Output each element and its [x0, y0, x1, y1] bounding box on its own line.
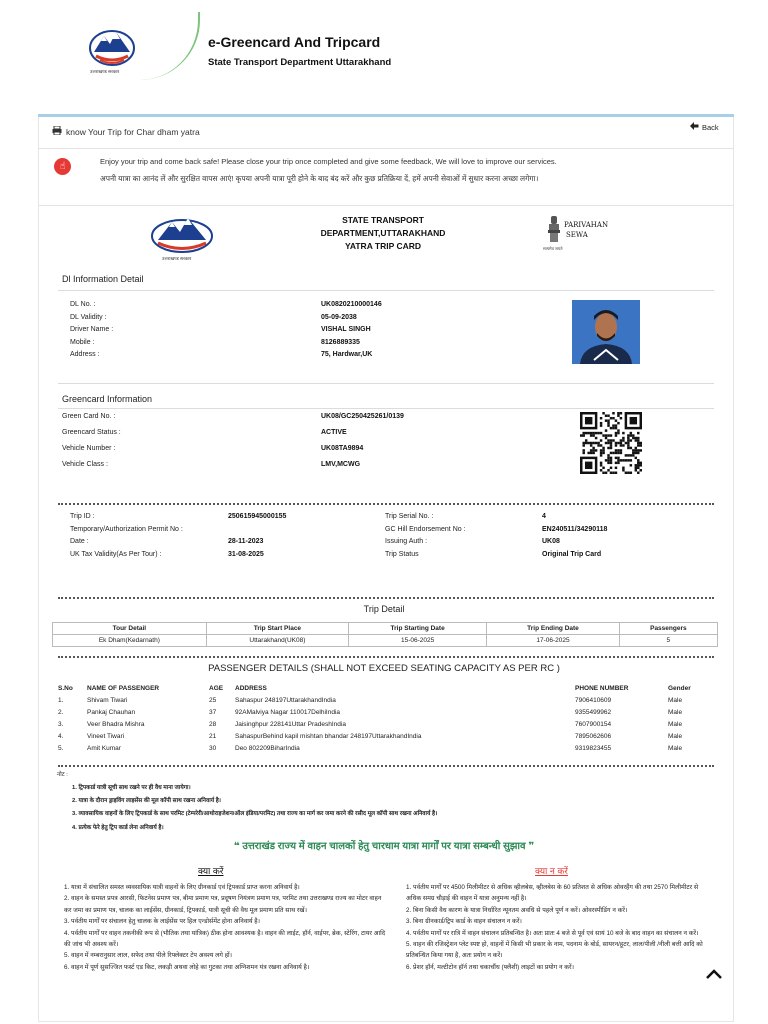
note-item: 3. व्यावसायिक वाहनों के लिए ट्रिपकार्ड के साथ परमिट (टेम्परेरी/आथोराइजेशन/ऑल इंडिया/परमिट) तथा राज्य का मार्ग कर जमा करने की रसीद मूल कॉपी साथ रखना अनिवार्य है।	[72, 811, 438, 818]
table-cell: Shivam Tiwari	[87, 696, 128, 704]
notes-list	[72, 782, 437, 835]
note-label: नोट :	[57, 772, 68, 778]
table-header-cell: Passengers	[619, 623, 717, 635]
trip-field-label: Issuing Auth :	[385, 538, 428, 545]
table-cell: 9319823455	[575, 744, 612, 752]
dotted-divider	[58, 656, 714, 658]
dl-field-label: DL Validity :	[70, 313, 107, 321]
table-cell: 21	[209, 732, 217, 740]
greencard-field-value: LMV,MCWG	[321, 461, 361, 468]
parivahan-sewa-logo	[564, 220, 608, 240]
list-item: 5. वाहन की रजिस्ट्रेशन प्लेट स्पष्ट हो, वाहनों में किसी भी प्रकार के नाम, पदनाम के बोर्ड, सायरन/हूटर, लाल/पीली /नीली बत्ती आदि को प्रतिबन्धित किया गया है, अतः प्रयोग न करें।	[406, 941, 703, 960]
national-emblem-icon	[546, 214, 562, 244]
page-subtitle: State Transport Department Uttarakhand	[208, 57, 392, 68]
trip-field-value: EN240511/34290118	[542, 525, 608, 533]
dl-field-label: Mobile :	[70, 338, 95, 346]
divider	[58, 290, 714, 291]
dl-field-value: 75, Hardwar,UK	[321, 351, 373, 358]
table-header-cell: PHONE NUMBER	[575, 685, 629, 692]
trip-detail-title: Trip Detail	[363, 604, 405, 614]
passenger-table	[58, 683, 722, 754]
card-heading	[310, 214, 456, 253]
table-cell: Pankaj Chauhan	[87, 708, 136, 716]
table-cell: 7607900154	[575, 720, 612, 728]
dl-field-label: DL No. :	[70, 301, 96, 308]
divider	[38, 205, 734, 206]
trip-field-label: UK Tax Validity(As Per Tour) :	[70, 550, 162, 558]
table-row	[58, 706, 722, 718]
greencard-field-value: ACTIVE	[321, 429, 347, 436]
trip-field-label: Date :	[70, 538, 89, 545]
dl-section-title: Dl Information Detail	[62, 274, 144, 284]
printer-icon	[52, 126, 62, 137]
table-header-cell: Tour Detail	[53, 623, 207, 635]
table-cell: Vineet Tiwari	[87, 732, 125, 740]
table-header-cell: Trip Ending Date	[487, 623, 619, 635]
list-item: 5. वाहन में नम्बरानुसार लाल, सफेद तथा पीले रिफ्लेक्टर टेप अवश्य लगे हों।	[64, 952, 233, 960]
dos-title: क्या करें	[198, 866, 224, 876]
logo-caption: उत्तराखण्ड सरकार	[90, 69, 120, 74]
back-label: Back	[702, 122, 719, 132]
table-cell: 37	[209, 708, 217, 716]
dl-field-value: 05-09-2038	[321, 313, 357, 321]
list-item: 2. वाहन के समस्त प्रपत्र आरसी, फिटनेस प्रमाण पत्र, बीमा प्रमाण पत्र, प्रदूषण नियंत्रण प्रमाण पत्र, परमिट तथा उत्तराखण्ड राज्य का मोटर वाहन कर जमा का प्रमाण पत्र, चालक का लाईसेंस, ग्रीनकार्ड, ट्रिपकार्ड, यात्री सूची की वैध मूल प्रमाण प्रति साथ रखें।	[64, 895, 382, 914]
table-cell: Jaisinghpur 228141Uttar PradeshIndia	[235, 720, 346, 728]
trip-field-value: 28-11-2023	[228, 538, 264, 545]
greencard-field-value: UK08TA9894	[321, 445, 364, 452]
list-item: 1. यात्रा में संचालित समस्त व्यवसायिक यात्री वाहनों के लिए ग्रीनकार्ड एवं ट्रिपकार्ड प्राप्त करना अनिवार्य है।	[64, 884, 300, 891]
table-cell: Amit Kumar	[87, 744, 121, 752]
table-header-cell: AGE	[209, 685, 224, 692]
table-row	[58, 742, 722, 754]
notice-hindi: अपनी यात्रा का आनंद लें और सुरक्षित वापस आएं! कृपया अपनी यात्रा पूरी होने के बाद बंद करें और कुछ प्रतिक्रिया दें, हमें अपनी सेवाओं में सुधार करना अच्छा लगेगा।	[100, 174, 539, 183]
table-cell: Sahaspur 248197UttarakhandIndia	[235, 696, 336, 704]
trip-field-value: 250615945000155	[228, 513, 287, 520]
note-item: 1. ट्रिपकार्ड यात्री सूची साथ रखने पर ही वैध माना जायेगा।	[72, 785, 191, 791]
table-cell: 30	[209, 744, 217, 752]
table-header-cell: Trip Start Place	[206, 623, 348, 635]
page-title: e-Greencard And Tripcard	[208, 34, 381, 50]
card-heading-line3: YATRA TRIP CARD	[344, 241, 422, 251]
list-item: 3. बिना ग्रीनकार्ड/ट्रिप कार्ड के वाहन संचालन न करें।	[406, 918, 522, 926]
table-cell: 2.	[58, 708, 64, 716]
table-row	[53, 635, 718, 647]
list-item: 2. बिना किसी वैध कारण के यात्रा निर्धारित न्यूनतम अवधि से पहले पूर्ण न करें। ओवरस्पीडिंग न करें।	[406, 906, 628, 914]
dotted-divider	[58, 503, 714, 505]
table-header-cell: NAME OF PASSENGER	[87, 685, 160, 692]
table-cell: Male	[668, 720, 683, 728]
dl-field-value: VISHAL SINGH	[321, 326, 371, 333]
card-logo-caption: उत्तराखण्ड सरकार	[162, 256, 192, 261]
trip-field-label: Trip Serial No. :	[385, 513, 434, 520]
table-cell: 7906410609	[575, 696, 612, 704]
note-item: 4. प्रत्येक फेरे हेतु ट्रिप कार्ड लेना अनिवार्य है।	[72, 824, 164, 831]
list-item: 4. पर्वतीय मार्गों पर रात्रि में वाहन संचालन प्रतिबन्धित है। अतः प्रातः 4 बजे से पूर्व एवं सायं 10 बजे के बाद वाहन का संचालन न करें।	[406, 929, 699, 937]
greencard-field-label: Green Card No. :	[62, 413, 116, 420]
dl-field-label: Driver Name :	[70, 326, 114, 333]
table-cell: Male	[668, 696, 683, 704]
table-cell: Male	[668, 732, 683, 740]
list-item: 6. प्रेशर हॉर्न, मल्टीटोन हॉर्न तथा चकाचौंध (फ्लैशी) लाइटों का प्रयोग न करें।	[406, 963, 574, 971]
slogan-text: उत्तराखंड राज्य में वाहन चालकों हेतु चारधाम यात्रा मार्गों पर यात्रा सम्बन्धी सुझाव	[242, 841, 526, 852]
scroll-top-button[interactable]	[706, 966, 722, 984]
table-cell: 3.	[58, 720, 64, 728]
table-row	[58, 694, 722, 706]
driver-photo	[572, 300, 640, 364]
table-header-cell: S.No	[58, 685, 73, 692]
dl-field-value: 8126889335	[321, 338, 360, 346]
table-header-cell: Trip Starting Date	[349, 623, 487, 635]
trip-detail-table	[52, 622, 718, 647]
table-cell: Uttarakhand(UK08)	[206, 635, 348, 647]
table-row	[58, 730, 722, 742]
trip-field-value: 4	[542, 513, 546, 520]
trip-heading-text: know Your Trip for Char dham yatra	[66, 126, 200, 137]
table-cell: 1.	[58, 696, 64, 704]
list-item: 6. वाहन में पूर्ण सुसज्जित फर्स्ट एड किट, लकड़ी अथवा लोहे का गुटका तथा अग्निशमन यंत्र रखना अनिवार्य है।	[64, 963, 310, 971]
passenger-details-title: PASSENGER DETAILS (SHALL NOT EXCEED SEATING CAPACITY AS PER RC )	[208, 663, 560, 674]
table-cell: 17-06-2025	[487, 635, 619, 647]
divider	[58, 383, 714, 384]
table-cell: 25	[209, 696, 217, 704]
table-header-cell: ADDRESS	[235, 685, 267, 692]
trip-field-label: Trip ID :	[70, 513, 95, 520]
chevron-up-icon	[706, 969, 722, 979]
list-item: 1. पर्वतीय मार्गों पर 4500 मिलीमीटर से अधिक व्हीलबेस, व्हीलबेस के 60 प्रतिशत से अधिक ओवरहैंग की तथा 2570 मिलीमीटर से अधिक समग्र चौड़ाई की वाहन में यात्रा अनुमन्य नहीं है।	[406, 884, 699, 903]
table-cell: Male	[668, 744, 683, 752]
table-cell: 28	[209, 720, 217, 728]
dl-field-label: Address :	[70, 351, 100, 358]
trip-field-label: Temporary/Authorization Permit No :	[70, 525, 183, 533]
note-item: 2. यात्रा के दौरान ड्राइविंग लाइसेंस की मूल कॉपी साथ रखना अनिवार्य है।	[72, 798, 221, 805]
sign-out-icon	[690, 122, 699, 132]
trip-field-value: UK08	[542, 538, 560, 545]
touch-alert-icon: ☝	[54, 158, 71, 175]
uttarakhand-logo	[84, 22, 140, 76]
greencard-field-label: Vehicle Number :	[62, 445, 116, 452]
table-row	[58, 718, 722, 730]
table-cell: 15-06-2025	[349, 635, 487, 647]
trip-field-value: 31-08-2025	[228, 550, 264, 558]
table-cell: 9355499962	[575, 708, 612, 716]
table-cell: Deo 802209BiharIndia	[235, 744, 300, 752]
card-heading-line2: DEPARTMENT,UTTARAKHAND	[320, 228, 446, 238]
greencard-field-label: Vehicle Class :	[62, 461, 108, 468]
trip-heading	[52, 126, 200, 137]
safety-slogan: ❝ उत्तराखंड राज्य में वाहन चालकों हेतु चारधाम यात्रा मार्गों पर यात्रा सम्बन्धी सुझाव ❞	[233, 841, 535, 852]
list-item: 3. पर्वतीय मार्गों पर संचालन हेतु चालक के लाईसेंस पर हिल एन्डोर्समेंट होना अनिवार्य है।	[64, 918, 260, 926]
table-header-cell: Gender	[668, 685, 691, 692]
greencard-field-value: UK08/GC250425261/0139	[321, 413, 404, 420]
dl-field-value: UK0820210000146	[321, 301, 382, 308]
dos-list	[64, 882, 389, 973]
list-item: 4. पर्वतीय मार्गों पर वाहन तकनीकी रूप से (भौतिक तथा यांत्रिक) ठीक होना आवश्यक है। वाहन की लाईट, हॉर्न, वाईपर, ब्रेक, स्टेरिंग, टायर आदि की जांच भी अवश्य करें।	[64, 929, 386, 949]
table-cell: Veer Bhadra Mishra	[87, 720, 145, 728]
qr-code	[580, 412, 642, 474]
card-heading-line1: STATE TRANSPORT	[342, 215, 424, 225]
trip-field-value: Original Trip Card	[542, 550, 602, 558]
table-cell: Male	[668, 708, 683, 716]
notice-english: Enjoy your trip and come back safe! Please close your trip once completed and give some feedback, We will love to improve our services.	[100, 157, 557, 166]
table-cell: 7895062606	[575, 732, 612, 740]
divider	[58, 408, 714, 409]
back-button[interactable]	[690, 122, 719, 132]
table-cell: SahaspurBehind kapil mishtan bhandar 248197UttarakhandIndia	[235, 732, 422, 740]
divider	[38, 148, 734, 149]
dotted-divider	[58, 765, 714, 767]
table-cell: 92AMalviya Nagar 110017DelhiIndia	[235, 708, 341, 716]
donts-title: क्या न करें	[535, 866, 568, 876]
parivahan-line2: SEWA	[566, 231, 588, 239]
table-cell: 5	[619, 635, 717, 647]
greencard-section-title: Greencard Information	[62, 394, 153, 404]
table-cell: 5.	[58, 744, 64, 752]
parivahan-line1: PARIVAHAN	[564, 221, 609, 229]
emblem-caption: सत्यमेव जयते	[543, 246, 563, 251]
table-cell: 4.	[58, 732, 64, 740]
donts-list	[406, 882, 712, 973]
greencard-field-label: Greencard Status :	[62, 429, 121, 436]
trip-field-label: GC Hill Endorsement No :	[385, 525, 466, 533]
table-cell: Ek Dham(Kedarnath)	[53, 635, 207, 647]
dotted-divider	[58, 597, 714, 599]
trip-field-label: Trip Status	[385, 550, 419, 558]
